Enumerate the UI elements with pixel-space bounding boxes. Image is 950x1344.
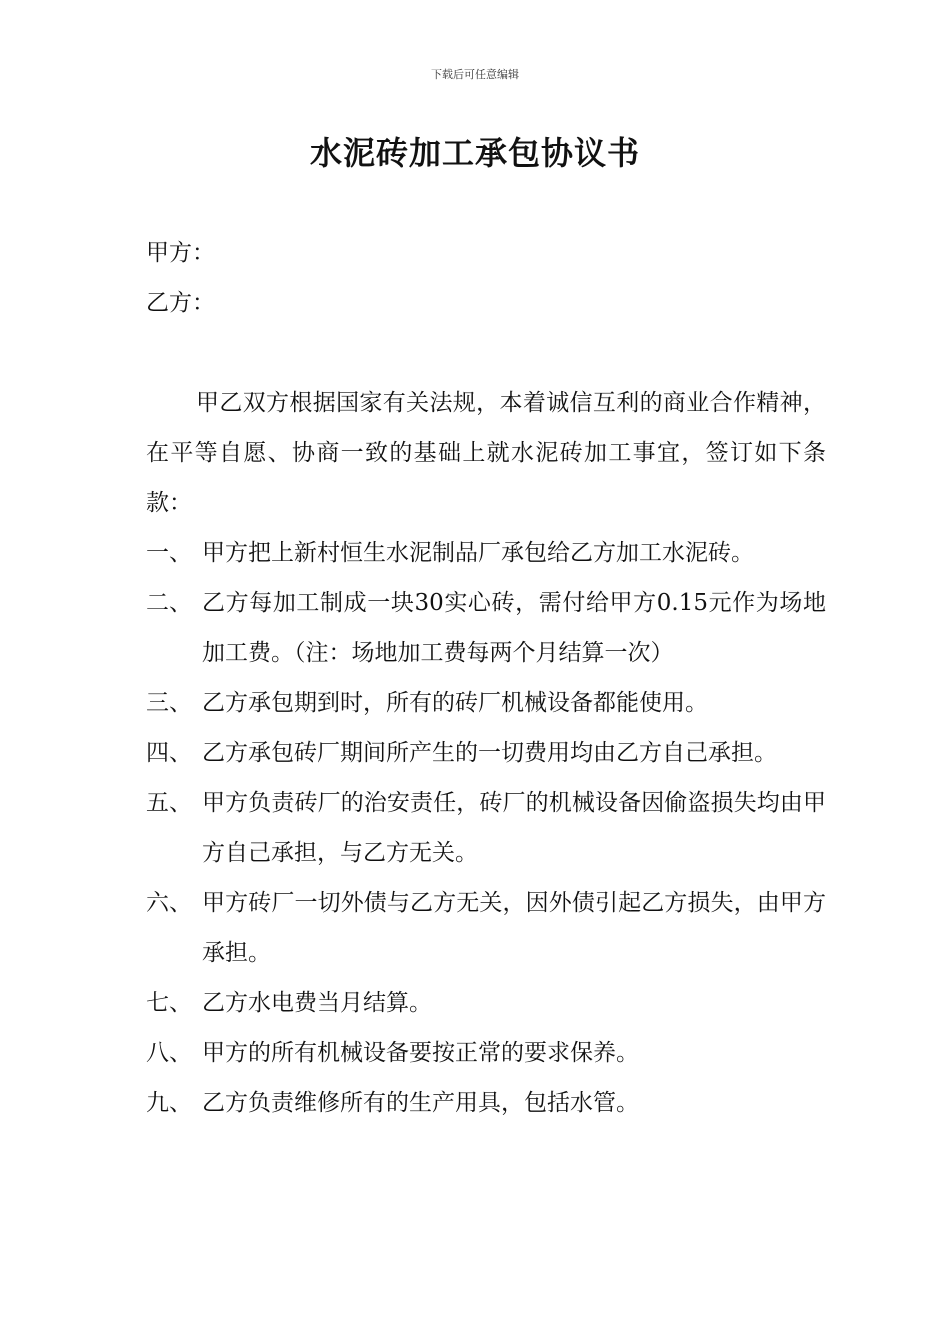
clause-item <box>146 1028 826 1078</box>
clause-number: 九、 <box>146 1090 192 1116</box>
document-title: 水泥砖加工承包协议书 <box>309 134 640 172</box>
clause-item <box>146 878 826 978</box>
clause-text: 甲方的所有机械设备要按正常的要求保养。 <box>202 1040 639 1066</box>
clause-number: 五、 <box>146 790 192 816</box>
clause-text: 甲方负责砖厂的治安责任，砖厂的机械设备因偷盗损失均由甲方自己承担，与乙方无关。 <box>202 790 826 866</box>
clause-item <box>146 728 826 778</box>
clause-item <box>146 1078 826 1128</box>
clause-item <box>146 678 826 728</box>
party-a-label: 甲方： <box>146 240 215 266</box>
clause-item <box>146 978 826 1028</box>
clause-text: 甲方砖厂一切外债与乙方无关，因外债引起乙方损失，由甲方承担。 <box>202 890 826 966</box>
clause-number: 六、 <box>146 890 192 916</box>
clause-text: 乙方水电费当月结算。 <box>202 990 432 1016</box>
document-body <box>146 228 826 1128</box>
clause-number: 一、 <box>146 540 192 566</box>
clause-text: 甲方把上新村恒生水泥制品厂承包给乙方加工水泥砖。 <box>202 540 754 566</box>
clause-item <box>146 528 826 578</box>
clause-number: 八、 <box>146 1040 192 1066</box>
header-note: 下载后可任意编辑 <box>431 68 519 81</box>
clause-text: 乙方承包期到时，所有的砖厂机械设备都能使用。 <box>202 690 708 716</box>
intro-paragraph: 甲乙双方根据国家有关法规，本着诚信互利的商业合作精神，在平等自愿、协商一致的基础上就水泥砖加工事宜，签订如下条款： <box>146 390 826 516</box>
clause-number: 七、 <box>146 990 192 1016</box>
clause-item <box>146 778 826 878</box>
clause-item <box>146 578 826 678</box>
clause-number: 三、 <box>146 690 192 716</box>
clause-number: 四、 <box>146 740 192 766</box>
clause-text: 乙方每加工制成一块30实心砖，需付给甲方0.15元作为场地加工费。（注：场地加工费每两个月结算一次） <box>202 590 826 666</box>
clause-text: 乙方负责维修所有的生产用具，包括水管。 <box>202 1090 639 1116</box>
clause-number: 二、 <box>146 590 192 616</box>
blank-line <box>146 328 826 378</box>
party-b-label: 乙方： <box>146 290 215 316</box>
clause-text: 乙方承包砖厂期间所产生的一切费用均由乙方自己承担。 <box>202 740 777 766</box>
